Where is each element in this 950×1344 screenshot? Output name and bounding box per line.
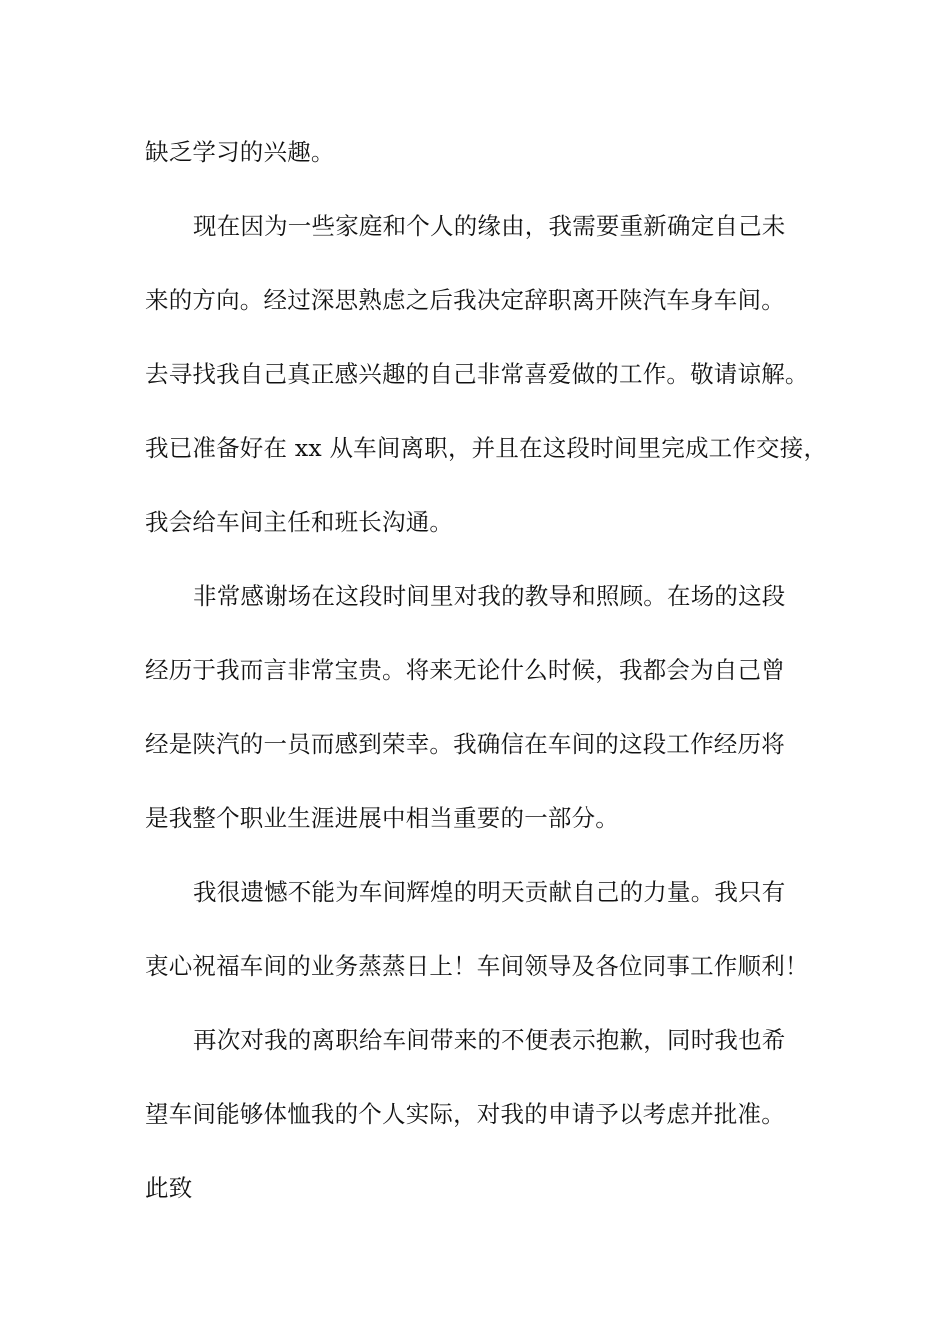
paragraph-first-line: 现在因为一些家庭和个人的缘由，我需要重新确定自己未 xyxy=(193,212,786,240)
paragraph-first-line: 非常感谢场在这段时间里对我的教导和照顾。在场的这段 xyxy=(193,582,786,610)
text-line: 去寻找我自己真正感兴趣的自己非常喜爱做的工作。敬请谅解。 xyxy=(145,360,809,388)
text-line: 我会给车间主任和班长沟通。 xyxy=(145,508,454,536)
text-line: 衷心祝福车间的业务蒸蒸日上！车间领导及各位同事工作顺利！ xyxy=(145,952,809,980)
text-line: 我已准备好在 xx 从车间离职，并且在这段时间里完成工作交接， xyxy=(145,434,828,462)
text-line: 是我整个职业生涯进展中相当重要的一部分。 xyxy=(145,804,619,832)
text-line: 来的方向。经过深思熟虑之后我决定辞职离开陕汽车身车间。 xyxy=(145,286,785,314)
paragraph-first-line: 再次对我的离职给车间带来的不便表示抱歉，同时我也希 xyxy=(193,1026,786,1054)
closing-salutation: 此致 xyxy=(145,1174,193,1202)
text-line: 经是陕汽的一员而感到荣幸。我确信在车间的这段工作经历将 xyxy=(145,730,785,758)
text-line: 望车间能够体恤我的个人实际，对我的申请予以考虑并批准。 xyxy=(145,1100,785,1128)
paragraph-first-line: 我很遗憾不能为车间辉煌的明天贡献自己的力量。我只有 xyxy=(193,878,786,906)
text-line: 经历于我而言非常宝贵。将来无论什么时候，我都会为自己曾 xyxy=(145,656,785,684)
text-line: 缺乏学习的兴趣。 xyxy=(145,138,335,166)
